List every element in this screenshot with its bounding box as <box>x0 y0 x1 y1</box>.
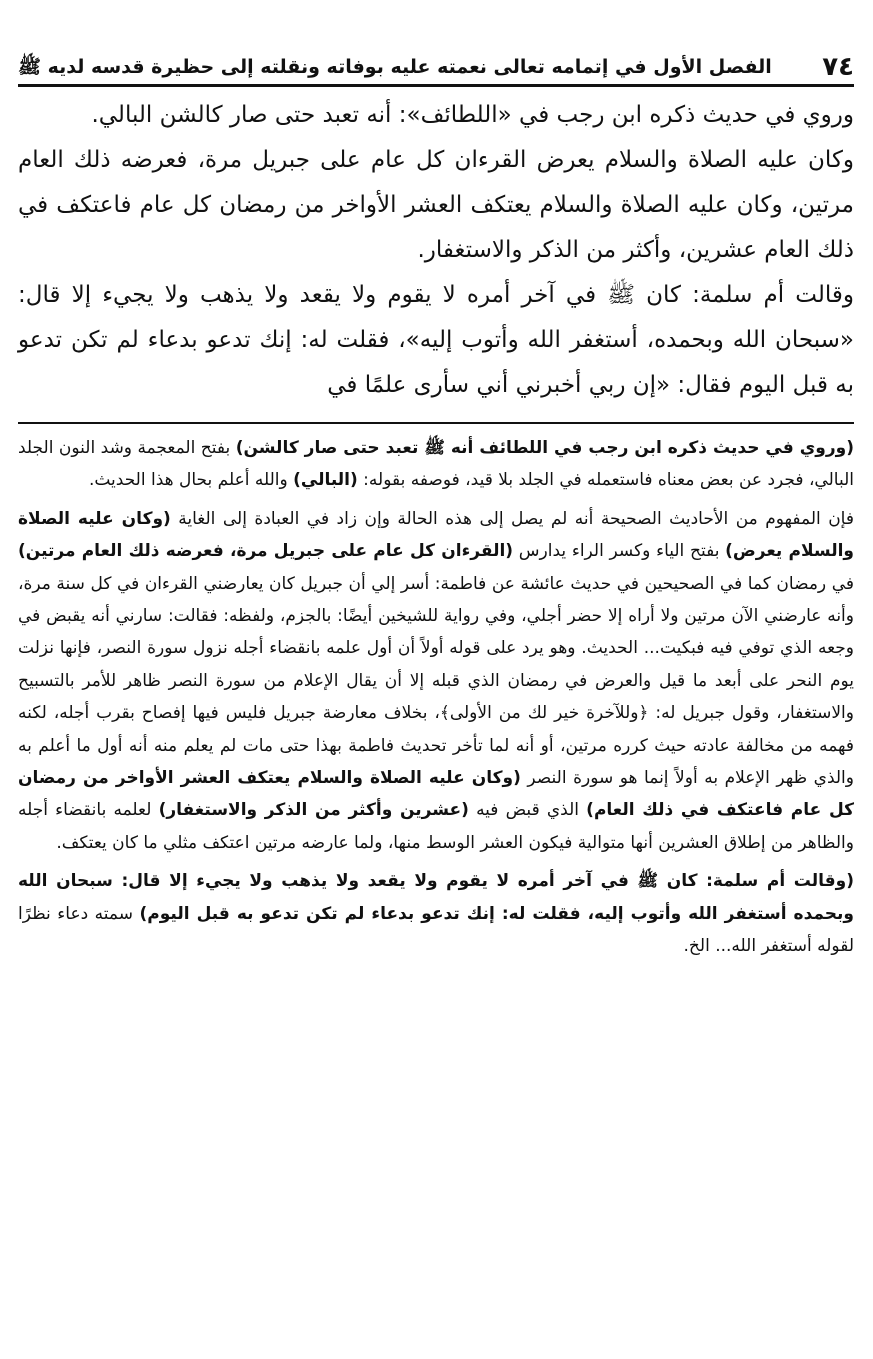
quoted-matn: (وروي في حديث ذكره ابن رجب في اللطائف أنه ﷺ تعبد حتى صار كالشن) <box>235 438 854 458</box>
commentary-text: الذي قبض فيه <box>468 800 587 821</box>
main-paragraph-1: وروي في حديث ذكره ابن رجب في «اللطائف»: أنه تعبد حتى صار كالشن البالي. <box>91 102 854 128</box>
commentary-paragraph-1 <box>18 432 854 497</box>
main-text <box>18 93 854 408</box>
commentary-text: بفتح المعجمة وشد النون الجلد البالي، فجرد عن بعض معناه فاستعمله في الجلد بلا قيد، فوصفه بقوله: <box>18 438 854 491</box>
commentary-text: سمته دعاء نظرًا لقوله أستغفر الله... الخ. <box>18 903 854 957</box>
commentary-text: فإن المفهوم من الأحاديث الصحيحة أنه لم يصل إلى هذه الحالة وإن زاد في العبادة إلى الغاية <box>170 508 854 529</box>
quoted-matn: (وكان عليه الصلاة والسلام يعتكف العشر الأواخر من رمضان كل عام فاعتكف في ذلك العام) <box>18 768 855 821</box>
commentary-text: والله أعلم بحال هذا الحديث. <box>88 470 294 491</box>
quoted-matn: (وقالت أم سلمة: كان ﷺ في آخر أمره لا يقوم ولا يقعد ولا يذهب ولا يجيء إلا قال: سبحان الله وبحمده أستغفر الله وأتوب إليه، فقلت له: إنك تدعو بدعاء لم تكن تدعو به قبل اليوم) <box>18 871 854 924</box>
commentary-text: لعلمه بانقضاء أجله والظاهر من إطلاق العشرين أنها متوالية فيكون العشر الوسط منها، ولما عارضه مرتين اعتكف مثلي ما كان يعتكف. <box>18 800 854 853</box>
quoted-matn: (وكان عليه الصلاة والسلام يعرض) <box>18 508 854 562</box>
running-title: الفصل الأول في إتمامه تعالى نعمته عليه بوفاته ونقلته إلى حظيرة قدسه لديه ﷺ <box>18 56 772 78</box>
page <box>18 44 854 963</box>
quoted-matn: (البالي) <box>293 470 358 491</box>
commentary-paragraph-2 <box>18 503 854 859</box>
main-paragraph-3: وقالت أم سلمة: كان ﷺ في آخر أمره لا يقوم ولا يقعد ولا يذهب ولا يجيء إلا قال: «سبحان الله وبحمده، أستغفر الله وأتوب إليه»، فقلت له: إنك تدعو بدعاء لم تكن تدعو به قبل اليوم فقال: «إن ربي أخبرني أني سأرى علمًا في <box>18 282 854 398</box>
quoted-matn: (عشرين وأكثر من الذكر والاستغفار) <box>158 800 469 821</box>
quoted-matn: (القرءان كل عام على جبريل مرة، فعرضه ذلك العام مرتين) <box>18 541 514 562</box>
commentary-text: في رمضان كما في الصحيحين في حديث عائشة عن فاطمة: أسر إلي أن جبريل كان يعارضني القرءان في كل سنة مرة، وأنه عارضني الآن مرتين ولا أراه إلا حضر أجلي، وفي رواية للشيخين أيضًا: بالجزم، ولفظه: فقالت: سارني أنه يقبض في وجعه الذي توفي فيه فبكيت... الحديث. وهو يرد على قوله أولاً أن أول علمه بانقضاء أجله نزول سورة النصر، فإنها نزلت يوم النحر على أبعد ما قيل والعرض في رمضان الذي قبله إلا أن يقال الإعلام من سورة النصر ظاهر للأمر بالتسبيح والاستغفار، وقول جبريل له: ﴿وللآخرة خير لك من الأولى﴾، بخلاف معارضة جبريل فليس فيها إفصاح بقرب أجله، لكنه فهمه من مخالفة عادته حيث كرره مرتين، أو أنه لما تأخر تحديث فاطمة بهذا حتى مات لم يعلم منه أنه أول ما أعلم به والذي ظهر الإعلام به أولاً إنما هو سورة النصر <box>18 573 854 789</box>
commentary-text: بفتح الياء وكسر الراء يدارس <box>513 541 726 562</box>
footnote-divider <box>18 422 854 424</box>
main-paragraph-2: وكان عليه الصلاة والسلام يعرض القرءان كل عام على جبريل مرة، فعرضه ذلك العام مرتين، وكان عليه الصلاة والسلام يعتكف العشر الأواخر من رمضان كل عام فاعتكف في ذلك العام عشرين، وأكثر من الذكر والاستغفار. <box>18 147 854 263</box>
commentary <box>18 432 854 963</box>
page-header <box>18 44 854 87</box>
page-number: ٧٤ <box>822 52 854 82</box>
commentary-paragraph-3 <box>18 865 854 962</box>
